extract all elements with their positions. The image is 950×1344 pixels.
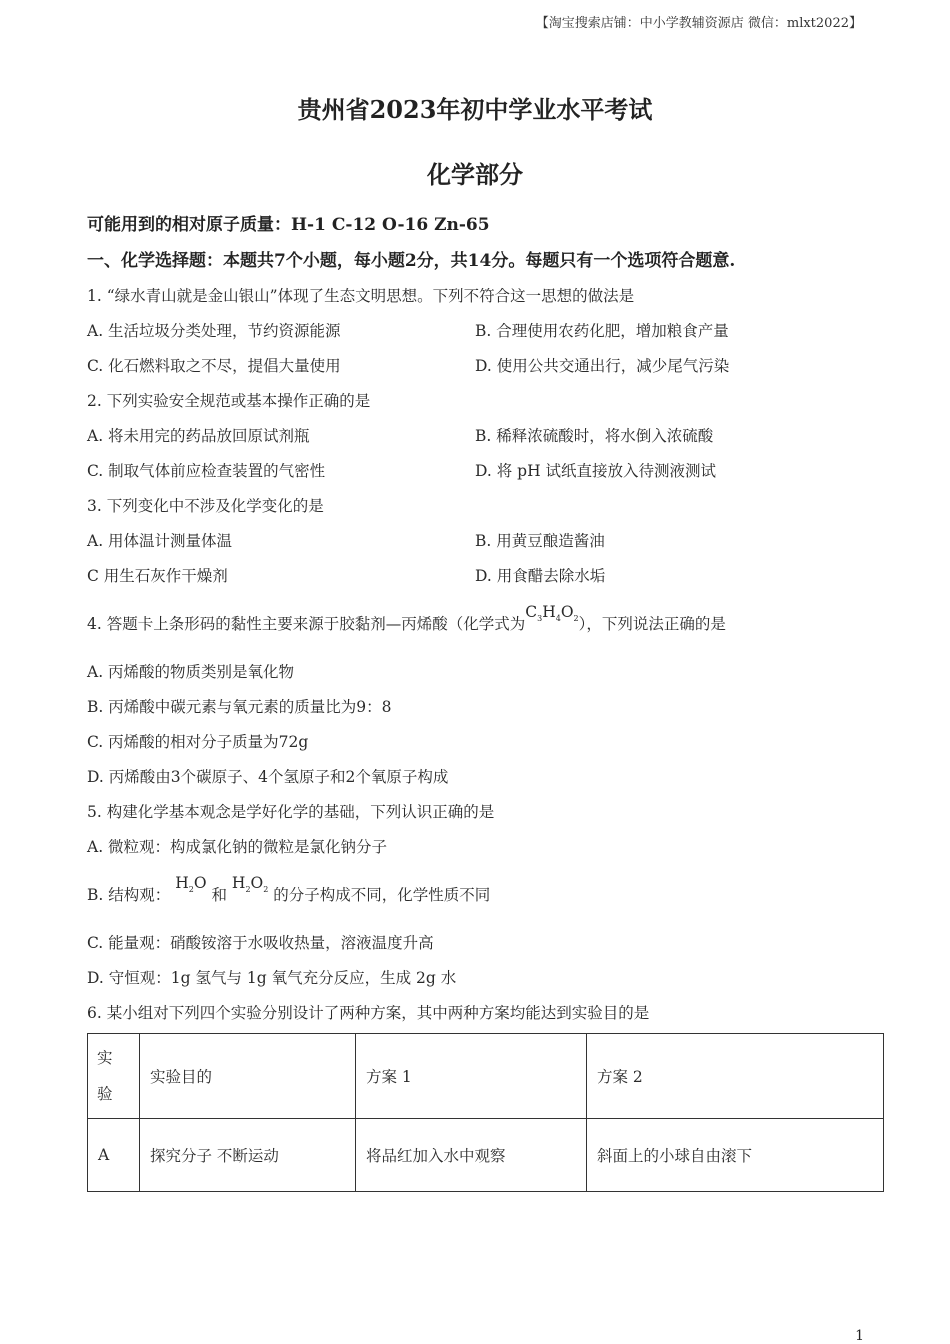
q1-option-a: A. 生活垃圾分类处理，节约资源能源 [87, 322, 341, 340]
q5-stem: 5. 构建化学基本观念是学好化学的基础，下列认识正确的是 [87, 803, 495, 821]
q2-option-c: C. 制取气体前应检查装置的气密性 [87, 462, 326, 480]
q3-option-a: A. 用体温计测量体温 [87, 532, 233, 550]
table-header-row [88, 1034, 884, 1119]
table-cell: 斜面上的小球自由滚下 [587, 1119, 884, 1192]
q5-b-post: 的分子构成不同，化学性质不同 [273, 886, 491, 904]
table-header-cell: 实 验 [88, 1034, 140, 1119]
q1-option-c: C. 化石燃料取之不尽，提倡大量使用 [87, 357, 341, 375]
table-cell: 探究分子 不断运动 [140, 1119, 356, 1192]
q1-stem: 1. “绿水青山就是金山银山”体现了生态文明思想。下列不符合这一思想的做法是 [87, 287, 635, 305]
q5-formula-water: $H_2O$ [175, 874, 207, 895]
q3-stem: 3. 下列变化中不涉及化学变化的是 [87, 497, 324, 515]
section-heading: 一、化学选择题：本题共7个小题，每小题2分，共14分。每题只有一个选项符合题意. [87, 251, 736, 271]
table-cell: 将品红加入水中观察 [356, 1119, 587, 1192]
q5-option-a: A. 微粒观：构成氯化钠的微粒是氯化钠分子 [87, 838, 388, 856]
q5-option-b [87, 874, 491, 906]
q4-formula: $C_3H_4O_2$ [525, 603, 579, 624]
table-row [88, 1119, 884, 1192]
q4-option-b: B. 丙烯酸中碳元素与氧元素的质量比为9：8 [87, 698, 392, 716]
q5-b-mid: 和 [211, 886, 227, 904]
q2-option-b: B. 稀释浓硫酸时，将水倒入浓硫酸 [475, 427, 714, 445]
table-cell: A [88, 1119, 140, 1192]
q4-stem-post: ），下列说法正确的是 [578, 615, 726, 633]
q5-option-d: D. 守恒观：1g 氢气与 1g 氧气充分反应，生成 2g 水 [87, 969, 457, 987]
page-number: 1 [855, 1328, 864, 1344]
q3-option-b: B. 用黄豆酿造酱油 [475, 532, 605, 550]
q5-formula-peroxide: $H_2O_2$ [231, 874, 269, 895]
exam-title: 贵州省2023年初中学业水平考试 [297, 95, 653, 124]
q5-option-c: C. 能量观：硝酸铵溶于水吸收热量，溶液温度升高 [87, 934, 434, 952]
experiment-table [87, 1033, 884, 1192]
q6-stem: 6. 某小组对下列四个实验分别设计了两种方案，其中两种方案均能达到实验目的是 [87, 1004, 650, 1022]
q2-stem: 2. 下列实验安全规范或基本操作正确的是 [87, 392, 371, 410]
q4-stem [87, 603, 726, 635]
q4-option-d: D. 丙烯酸由3个碳原子、4个氢原子和2个氧原子构成 [87, 768, 449, 786]
q4-option-c: C. 丙烯酸的相对分子质量为72g [87, 733, 309, 751]
table-header-cell: 方案 2 [587, 1034, 884, 1119]
q2-option-a: A. 将未用完的药品放回原试剂瓶 [87, 427, 310, 445]
exam-subtitle: 化学部分 [427, 160, 523, 189]
atomic-masses: 可能用到的相对原子质量：H-1 C-12 O-16 Zn-65 [87, 215, 490, 235]
q3-option-d: D. 用食醋去除水垢 [475, 567, 606, 585]
q3-option-c: C 用生石灰作干燥剂 [87, 567, 228, 585]
q4-stem-pre: 4. 答题卡上条形码的黏性主要来源于胶黏剂—丙烯酸（化学式为 [87, 615, 526, 633]
table-header-cell: 实验目的 [140, 1034, 356, 1119]
q4-option-a: A. 丙烯酸的物质类别是氧化物 [87, 663, 295, 681]
q1-option-b: B. 合理使用农药化肥，增加粮食产量 [475, 322, 729, 340]
q2-option-d: D. 将 pH 试纸直接放入待测液测试 [475, 462, 717, 480]
q5-b-pre: B. 结构观： [87, 886, 171, 904]
header-note: 【淘宝搜索店铺：中小学教辅资源店 微信：mlxt2022】 [535, 16, 862, 31]
q1-option-d: D. 使用公共交通出行，减少尾气污染 [475, 357, 730, 375]
table-header-cell: 方案 1 [356, 1034, 587, 1119]
